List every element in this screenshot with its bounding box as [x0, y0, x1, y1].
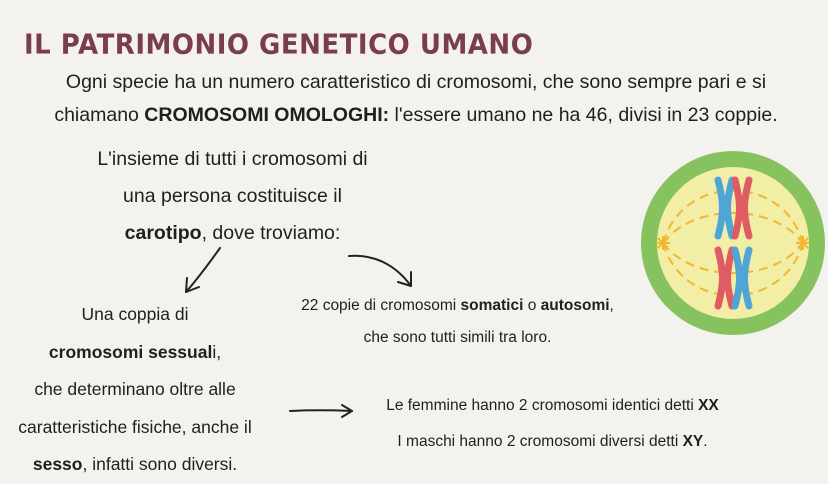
carotipo-paragraph [60, 141, 405, 252]
somatici-term: somatici [460, 297, 524, 314]
sessuali-line-3: che determinano oltre alle [34, 379, 236, 399]
males-text: . [703, 433, 708, 450]
page-title: IL PATRIMONIO GENETICO UMANO [24, 29, 534, 61]
intro-bold-term: CROMOSOMI OMOLOGHI: [144, 104, 390, 126]
sesso-term: sesso [32, 454, 83, 474]
centrosome-left-icon [656, 236, 670, 250]
sessuali-text: i, [212, 341, 222, 362]
xx-term: XX [698, 397, 719, 414]
intro-line-2 [10, 99, 822, 132]
arrow-right-icon [288, 401, 358, 421]
somatici-line-2: che sono tutti simili tra loro. [363, 329, 552, 346]
somatici-paragraph [270, 290, 645, 354]
carotipo-term: carotipo [124, 222, 202, 244]
females-text: Le femmine hanno 2 cromosomi identici detti [386, 397, 699, 414]
centrosome-right-icon [796, 236, 810, 250]
sessuali-line-1: Una coppia di [81, 304, 189, 324]
sessuali-text: , infatti sono diversi. [82, 454, 238, 474]
sessuali-term: cromosomi sessual [48, 341, 213, 362]
intro-text: l'essere umano ne ha 46, divisi in 23 coppie. [389, 104, 778, 126]
sessuali-line-5 [0, 446, 270, 484]
sessuali-paragraph [0, 296, 270, 484]
intro-text: chiamano [54, 104, 145, 126]
xy-term: XY [682, 433, 704, 450]
intro-paragraph [10, 66, 822, 132]
females-line [355, 388, 750, 424]
intro-line-1: Ogni specie ha un numero caratteristico di cromosomi, che sono sempre pari e si [65, 71, 767, 93]
sex-chromosomes-paragraph [355, 388, 750, 460]
carotipo-line-1: L'insieme di tutti i cromosomi di [97, 148, 368, 170]
somatici-text: 22 copie di cromosomi [301, 297, 461, 314]
males-line [355, 424, 750, 460]
carotipo-text: , dove troviamo: [201, 222, 341, 244]
sessuali-line-2 [0, 334, 270, 372]
somatici-text: , [609, 297, 614, 314]
arrow-down-left-icon [172, 240, 232, 300]
autosomi-term: autosomi [540, 297, 610, 314]
arrow-curved-right-icon [343, 246, 423, 296]
males-text: I maschi hanno 2 cromosomi diversi detti [397, 433, 683, 450]
cell-division-illustration [638, 148, 828, 338]
somatici-text: o [523, 297, 541, 314]
carotipo-line-2: una persona costituisce il [123, 185, 342, 207]
somatici-line-1 [270, 290, 645, 322]
sessuali-line-4: caratteristiche fisiche, anche il [18, 416, 252, 437]
